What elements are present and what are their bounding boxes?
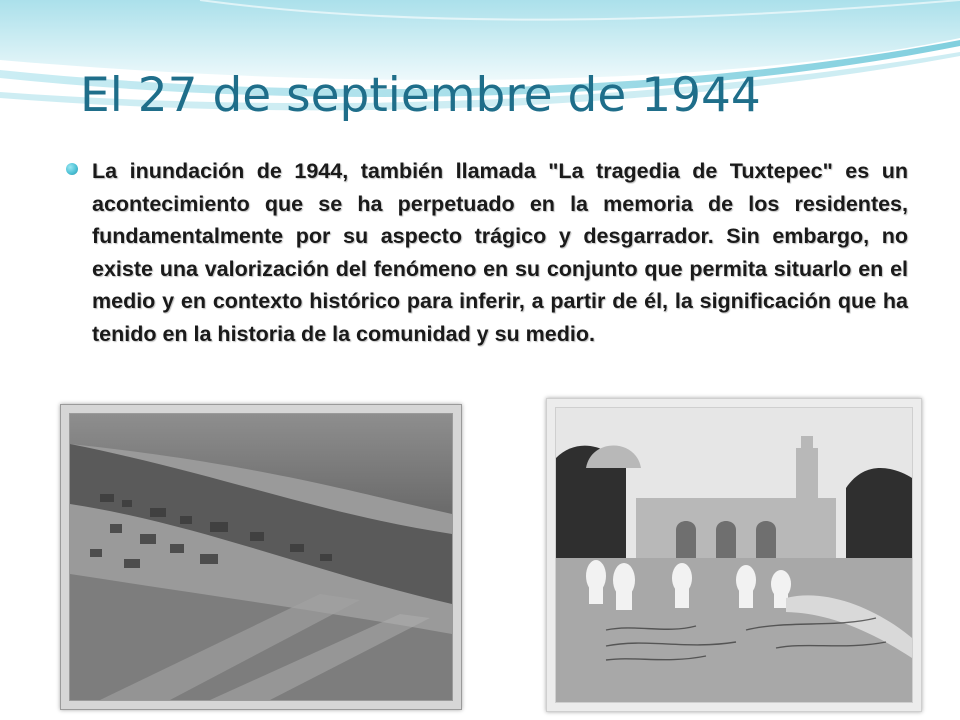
- bullet-text: La inundación de 1944, también llamada "La tragedia de Tuxtepec" es un acontecimiento que se ha perpetuado en la memoria de los residentes, fundamentalmente por su aspecto trágico y desgarrador. Sin embargo, no existe una valorización del fenómeno en su conjunto que permita situarlo en el medio y en contexto histórico para inferir, a partir de él, la significación que ha tenido en la historia de la comunidad y su medio.: [92, 159, 908, 346]
- aerial-flood-photo: [60, 404, 462, 710]
- bullet-icon: [66, 163, 78, 175]
- slide-title: El 27 de septiembre de 1944: [80, 68, 761, 123]
- street-flood-photo: [546, 398, 922, 712]
- bullet-list: [66, 155, 908, 350]
